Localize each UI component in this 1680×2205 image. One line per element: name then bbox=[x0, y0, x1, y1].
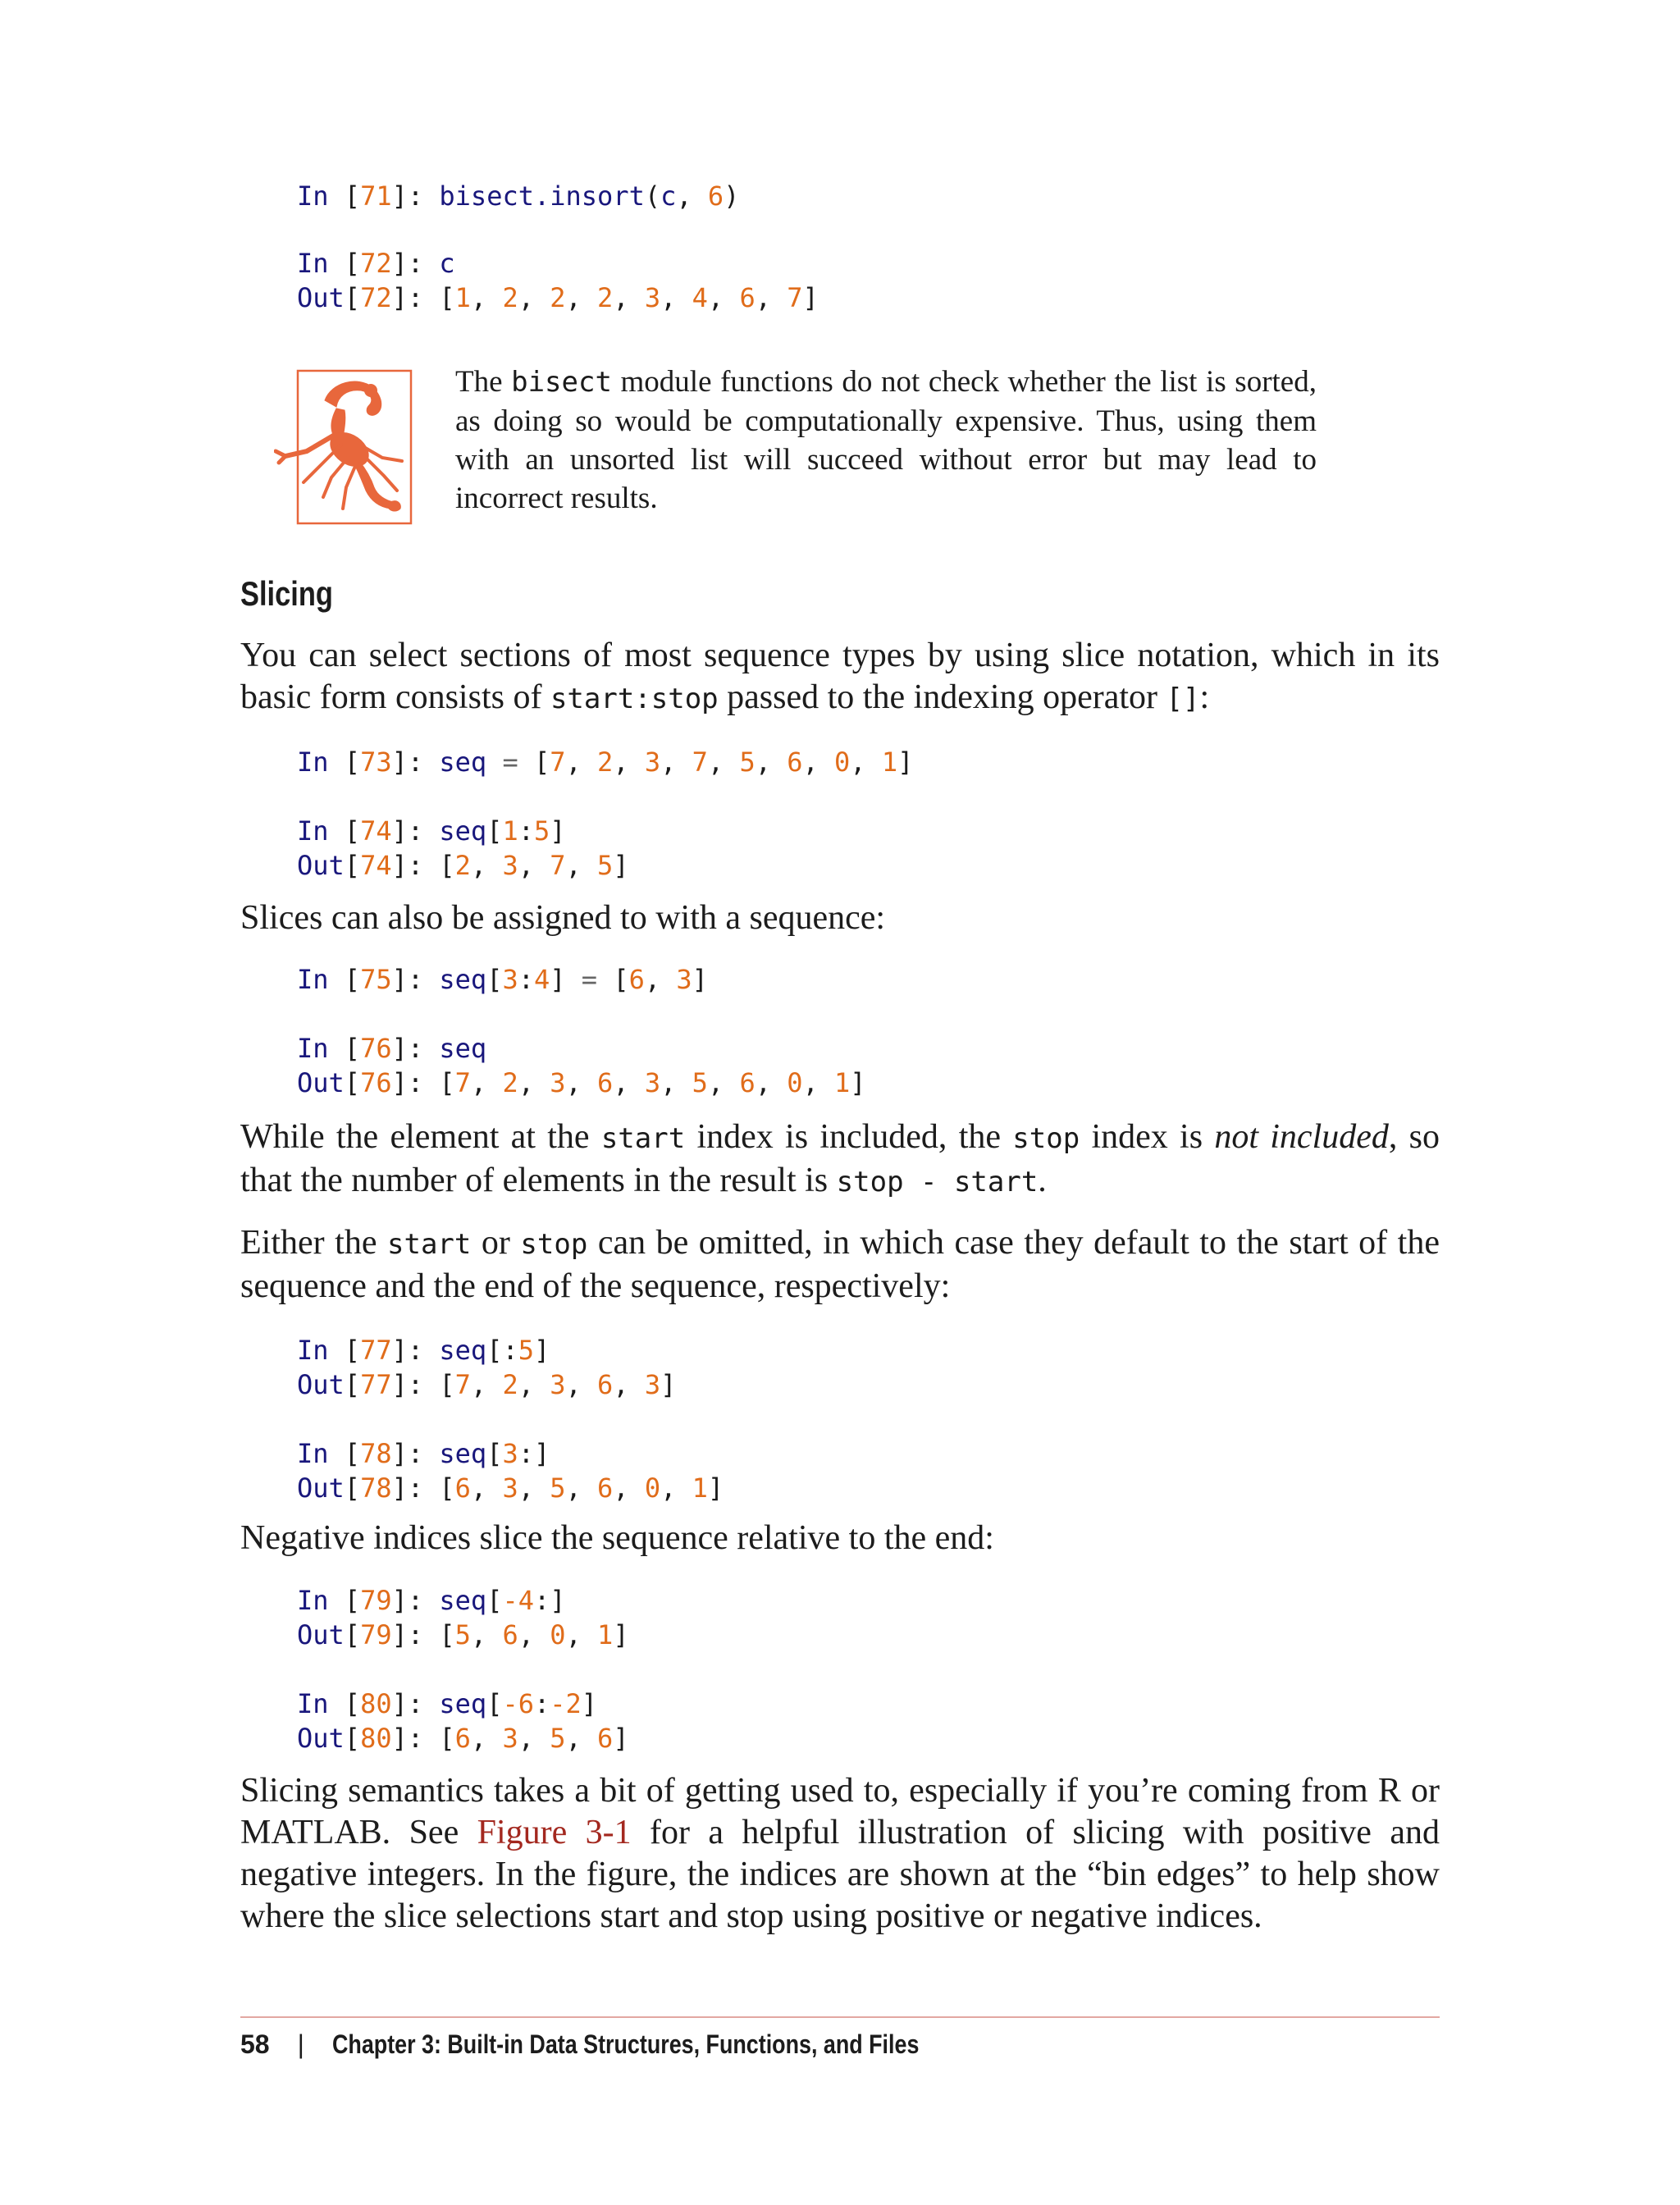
code-token: ( bbox=[644, 180, 661, 212]
code-token: 79 bbox=[360, 1619, 392, 1650]
code-token: ] bbox=[897, 746, 914, 778]
text-run: : bbox=[1199, 678, 1210, 716]
code-token: ] bbox=[550, 815, 566, 847]
text-run: or bbox=[471, 1224, 521, 1262]
code-token: 4 bbox=[533, 964, 550, 995]
code-line bbox=[297, 779, 913, 814]
code-token: c bbox=[439, 248, 455, 279]
code-token: ]: [ bbox=[391, 1723, 455, 1754]
text-run: module functions do not check whether the list is sorted, as doing so would be computationally expensive. Thus, using them with an unsorted list will succeed without error but may lead to incorrect results. bbox=[455, 365, 1317, 515]
code-token: ]: bbox=[391, 1585, 440, 1616]
code-token: 1 bbox=[502, 815, 518, 847]
code-token: 3 bbox=[644, 1067, 661, 1098]
text-run: index is included, the bbox=[685, 1118, 1013, 1156]
code-token: , bbox=[518, 850, 550, 881]
code-token: 2 bbox=[502, 1369, 518, 1400]
code-token: [: bbox=[486, 1335, 518, 1366]
code-token: , bbox=[660, 282, 692, 313]
code-line bbox=[297, 1721, 629, 1755]
code-token: 74 bbox=[360, 815, 392, 847]
code-token: 7 bbox=[454, 1369, 471, 1400]
code-token: ] bbox=[533, 1335, 550, 1366]
code-line bbox=[297, 1583, 629, 1618]
code-token: , bbox=[518, 282, 550, 313]
code-token: [ bbox=[344, 815, 361, 847]
code-token: 78 bbox=[360, 1438, 392, 1469]
code-token: [ bbox=[533, 746, 550, 778]
code-token: -6 bbox=[502, 1688, 534, 1719]
code-token: [ bbox=[344, 1585, 361, 1616]
code-token: seq bbox=[439, 746, 487, 778]
code-token: 3 bbox=[550, 1067, 566, 1098]
code-token: [ bbox=[486, 1585, 503, 1616]
code-token: , bbox=[613, 1369, 645, 1400]
code-token: 77 bbox=[360, 1369, 392, 1400]
code-token: 1 bbox=[597, 1619, 614, 1650]
code-line bbox=[297, 246, 819, 281]
code-token: 72 bbox=[360, 248, 392, 279]
code-token: 6 bbox=[739, 1067, 756, 1098]
paragraph bbox=[240, 635, 1440, 720]
code-token: , bbox=[755, 282, 788, 313]
code-token: 1 bbox=[881, 746, 898, 778]
code-token: 3 bbox=[502, 850, 518, 881]
code-token: ]: [ bbox=[391, 1369, 455, 1400]
text-run: Either the bbox=[240, 1224, 387, 1262]
code-token: 80 bbox=[360, 1723, 392, 1754]
code-token: , bbox=[613, 1472, 645, 1504]
code-token: 3 bbox=[502, 1472, 518, 1504]
code-token: In bbox=[297, 1688, 345, 1719]
code-token: :] bbox=[533, 1585, 566, 1616]
code-token: 5 bbox=[550, 1472, 566, 1504]
code-block bbox=[297, 1333, 724, 1505]
scorpion-icon bbox=[274, 368, 415, 528]
code-token: 2 bbox=[597, 282, 614, 313]
code-token: [ bbox=[344, 282, 361, 313]
code-token: c bbox=[660, 180, 677, 212]
code-token: -4 bbox=[502, 1585, 534, 1616]
code-token: 3 bbox=[644, 282, 661, 313]
code-line bbox=[297, 1066, 866, 1100]
text-run: Slices can also be assigned to with a sequence: bbox=[240, 899, 886, 937]
code-token: [ bbox=[344, 1067, 361, 1098]
code-token: 3 bbox=[502, 1438, 518, 1469]
code-token: Out bbox=[297, 850, 345, 881]
code-token: : bbox=[518, 815, 534, 847]
code-block bbox=[297, 179, 739, 213]
footer-rule bbox=[240, 2016, 1440, 2018]
code-token: 3 bbox=[644, 746, 661, 778]
code-block bbox=[297, 246, 819, 315]
code-token: 1 bbox=[454, 282, 471, 313]
code-token: In bbox=[297, 1033, 345, 1064]
code-line bbox=[297, 281, 819, 315]
text-run: The bbox=[455, 365, 512, 399]
code-token: ] bbox=[581, 1688, 598, 1719]
code-token: 6 bbox=[502, 1619, 518, 1650]
page-number: 58 bbox=[240, 2029, 270, 2059]
code-token: Out bbox=[297, 1369, 345, 1400]
code-token: ]: bbox=[391, 180, 440, 212]
inline-code: start:stop bbox=[550, 682, 719, 715]
warning-note-text bbox=[455, 363, 1317, 518]
footer-separator: | bbox=[297, 2029, 304, 2059]
code-token: [ bbox=[344, 180, 361, 212]
code-token: 5 bbox=[550, 1723, 566, 1754]
code-line bbox=[297, 1031, 866, 1066]
code-token: , bbox=[660, 1472, 692, 1504]
figure-link[interactable]: Figure 3-1 bbox=[477, 1814, 632, 1851]
code-token: 5 bbox=[692, 1067, 708, 1098]
code-token: , bbox=[470, 1619, 503, 1650]
code-token: , bbox=[518, 1369, 550, 1400]
code-token: Out bbox=[297, 1067, 345, 1098]
code-token: 3 bbox=[550, 1369, 566, 1400]
code-token: 5 bbox=[533, 815, 550, 847]
code-token: 78 bbox=[360, 1472, 392, 1504]
code-line bbox=[297, 848, 913, 883]
code-token: ] bbox=[802, 282, 819, 313]
code-line bbox=[297, 1618, 629, 1652]
code-token: 7 bbox=[787, 282, 803, 313]
code-line bbox=[297, 1333, 724, 1367]
inline-code: [] bbox=[1166, 682, 1200, 715]
code-token: [ bbox=[486, 964, 503, 995]
code-token: 5 bbox=[454, 1619, 471, 1650]
code-token: 1 bbox=[834, 1067, 851, 1098]
paragraph bbox=[240, 1518, 1440, 1559]
code-token: In bbox=[297, 1335, 345, 1366]
code-token: , bbox=[565, 1723, 598, 1754]
code-token: 5 bbox=[597, 850, 614, 881]
code-token: [ bbox=[344, 1688, 361, 1719]
code-token: , bbox=[470, 850, 503, 881]
code-line bbox=[297, 814, 913, 848]
code-token: 7 bbox=[550, 850, 566, 881]
code-token: Out bbox=[297, 282, 345, 313]
code-token: , bbox=[470, 1723, 503, 1754]
text-run: Slicing semantics takes a bit of getting used to, especially if you’re coming from R or MATLAB. See bbox=[240, 1772, 1440, 1851]
inline-code: bisect bbox=[511, 366, 612, 399]
code-token: 0 bbox=[787, 1067, 803, 1098]
code-token: 6 bbox=[597, 1472, 614, 1504]
code-token: [ bbox=[344, 746, 361, 778]
code-token: 77 bbox=[360, 1335, 392, 1366]
inline-code: stop - start bbox=[836, 1166, 1039, 1198]
code-token: [ bbox=[344, 1033, 361, 1064]
code-token: ] bbox=[613, 1619, 629, 1650]
code-token: : bbox=[533, 1688, 550, 1719]
code-token: [ bbox=[344, 850, 361, 881]
code-token: 3 bbox=[676, 964, 692, 995]
text-run: While the element at the bbox=[240, 1118, 601, 1156]
paragraph bbox=[240, 1116, 1440, 1203]
code-token: ]: bbox=[391, 964, 440, 995]
code-token: ]: bbox=[391, 815, 440, 847]
text-run: , so that the number of elements in the result is bbox=[240, 1118, 1440, 1199]
code-line bbox=[297, 745, 913, 779]
code-token: 0 bbox=[834, 746, 851, 778]
code-token: , bbox=[470, 1472, 503, 1504]
code-token: In bbox=[297, 1585, 345, 1616]
code-token: [ bbox=[344, 1369, 361, 1400]
code-line bbox=[297, 1652, 629, 1687]
code-token: 6 bbox=[597, 1067, 614, 1098]
code-token: seq bbox=[439, 1438, 487, 1469]
code-block bbox=[297, 745, 913, 883]
code-token: 5 bbox=[518, 1335, 534, 1366]
code-token: seq bbox=[439, 964, 487, 995]
code-token: 76 bbox=[360, 1067, 392, 1098]
text-run: Negative indices slice the sequence relative to the end: bbox=[240, 1519, 994, 1557]
code-token: 6 bbox=[787, 746, 803, 778]
code-token: : bbox=[518, 964, 534, 995]
code-token: :] bbox=[518, 1438, 550, 1469]
code-token: 7 bbox=[692, 746, 708, 778]
code-token: ]: [ bbox=[391, 850, 455, 881]
text-run: . bbox=[1038, 1162, 1047, 1199]
text-run: passed to the indexing operator bbox=[718, 678, 1166, 716]
code-token: In bbox=[297, 248, 345, 279]
code-token: , bbox=[565, 746, 598, 778]
inline-code: stop bbox=[520, 1228, 588, 1261]
code-token: seq bbox=[439, 1335, 487, 1366]
code-line bbox=[297, 1687, 629, 1721]
code-token: In bbox=[297, 815, 345, 847]
code-token: 0 bbox=[550, 1619, 566, 1650]
code-token: [ bbox=[344, 964, 361, 995]
code-token: , bbox=[565, 1369, 598, 1400]
code-token: ]: [ bbox=[391, 1619, 455, 1650]
code-token: ] bbox=[550, 964, 566, 995]
text-run: can be omitted, in which case they default to the start of the sequence and the end of the sequence, respectively: bbox=[240, 1224, 1440, 1305]
code-token: 7 bbox=[550, 746, 566, 778]
code-token: ]: bbox=[391, 1335, 440, 1366]
code-token: , bbox=[518, 1723, 550, 1754]
code-token: seq bbox=[439, 815, 487, 847]
code-token: ]: bbox=[391, 1438, 440, 1469]
code-line bbox=[297, 1402, 724, 1436]
code-token: 2 bbox=[550, 282, 566, 313]
code-token: 75 bbox=[360, 964, 392, 995]
code-token: ] bbox=[692, 964, 708, 995]
code-line bbox=[297, 179, 739, 213]
code-token: 6 bbox=[707, 180, 724, 212]
code-token: ]: [ bbox=[391, 1472, 455, 1504]
code-token: Out bbox=[297, 1472, 345, 1504]
code-token: ]: bbox=[391, 1688, 440, 1719]
page-footer bbox=[240, 2026, 1031, 2062]
code-token: , bbox=[755, 1067, 788, 1098]
code-token: 5 bbox=[739, 746, 756, 778]
code-token: , bbox=[660, 1067, 692, 1098]
code-token: , bbox=[707, 282, 740, 313]
code-token: , bbox=[470, 1067, 503, 1098]
code-token: [ bbox=[344, 248, 361, 279]
code-token: [ bbox=[344, 1335, 361, 1366]
code-token: , bbox=[676, 180, 708, 212]
code-token: 79 bbox=[360, 1585, 392, 1616]
code-token: , bbox=[565, 850, 598, 881]
code-line bbox=[297, 1436, 724, 1471]
code-token: -2 bbox=[550, 1688, 582, 1719]
code-token: , bbox=[707, 746, 740, 778]
code-token: [ bbox=[344, 1619, 361, 1650]
code-token: ) bbox=[724, 180, 740, 212]
text-run: for a helpful illustration of slicing with positive and negative integers. In the figure, the indices are shown at the “bin edges” to help show where the slice selections start and stop using positive or negative indices. bbox=[240, 1814, 1440, 1935]
code-token: 6 bbox=[454, 1723, 471, 1754]
chapter-title: Chapter 3: Built-in Data Structures, Functions, and Files bbox=[331, 2029, 920, 2059]
paragraph bbox=[240, 1222, 1440, 1308]
code-token: seq bbox=[439, 1033, 487, 1064]
text-run: You can select sections of most sequence types by using slice notation, which in its basic form consists of bbox=[240, 637, 1440, 716]
code-token: [ bbox=[344, 1438, 361, 1469]
code-token: 2 bbox=[454, 850, 471, 881]
code-token: Out bbox=[297, 1723, 345, 1754]
code-token: ]: bbox=[391, 746, 440, 778]
code-token: ]: bbox=[391, 248, 440, 279]
code-token: Out bbox=[297, 1619, 345, 1650]
code-token: 2 bbox=[502, 1067, 518, 1098]
code-token: , bbox=[565, 1067, 598, 1098]
code-token: 76 bbox=[360, 1033, 392, 1064]
code-token: 73 bbox=[360, 746, 392, 778]
text-run: index is bbox=[1080, 1118, 1215, 1156]
code-token: = bbox=[565, 964, 614, 995]
inline-code: start bbox=[600, 1122, 686, 1155]
code-token: 74 bbox=[360, 850, 392, 881]
code-token: [ bbox=[344, 1723, 361, 1754]
code-token: In bbox=[297, 964, 345, 995]
code-token: = bbox=[486, 746, 534, 778]
inline-code: start bbox=[387, 1228, 472, 1261]
inline-code: stop bbox=[1012, 1122, 1080, 1155]
code-token: 3 bbox=[644, 1369, 661, 1400]
code-token: , bbox=[707, 1067, 740, 1098]
code-token: [ bbox=[486, 1688, 503, 1719]
code-token: , bbox=[470, 282, 503, 313]
paragraph bbox=[240, 897, 1440, 939]
code-token: 6 bbox=[597, 1723, 614, 1754]
code-token: ]: [ bbox=[391, 282, 455, 313]
code-line bbox=[297, 1471, 724, 1505]
code-token: seq bbox=[439, 1688, 487, 1719]
code-token: [ bbox=[486, 815, 503, 847]
code-token: , bbox=[613, 746, 645, 778]
code-token: , bbox=[518, 1067, 550, 1098]
code-token: ] bbox=[850, 1067, 866, 1098]
code-token: 7 bbox=[454, 1067, 471, 1098]
code-token: , bbox=[565, 1472, 598, 1504]
paragraph bbox=[240, 1770, 1440, 1938]
code-token: , bbox=[850, 746, 882, 778]
section-heading: Slicing bbox=[240, 574, 333, 613]
code-token: 2 bbox=[502, 282, 518, 313]
code-token: , bbox=[613, 1067, 645, 1098]
code-token: [ bbox=[344, 1472, 361, 1504]
code-token: In bbox=[297, 180, 345, 212]
code-token: ]: bbox=[391, 1033, 440, 1064]
code-token: 2 bbox=[597, 746, 614, 778]
code-token: ]: [ bbox=[391, 1067, 455, 1098]
code-token: , bbox=[802, 746, 835, 778]
code-token: 4 bbox=[692, 282, 708, 313]
code-token: , bbox=[660, 746, 692, 778]
code-token: In bbox=[297, 746, 345, 778]
code-line bbox=[297, 962, 866, 997]
code-block bbox=[297, 1583, 629, 1755]
code-token: [ bbox=[486, 1438, 503, 1469]
code-token: , bbox=[518, 1472, 550, 1504]
code-token: ] bbox=[613, 1723, 629, 1754]
code-token: ] bbox=[613, 850, 629, 881]
code-token: , bbox=[518, 1619, 550, 1650]
code-token: 80 bbox=[360, 1688, 392, 1719]
code-token: 71 bbox=[360, 180, 392, 212]
code-token: 0 bbox=[644, 1472, 661, 1504]
code-token: 72 bbox=[360, 282, 392, 313]
code-token: , bbox=[565, 282, 598, 313]
code-token: ] bbox=[707, 1472, 724, 1504]
code-token: ] bbox=[660, 1369, 677, 1400]
code-token: [ bbox=[613, 964, 629, 995]
code-token: 6 bbox=[739, 282, 756, 313]
code-block bbox=[297, 962, 866, 1100]
code-line bbox=[297, 997, 866, 1031]
code-token: 6 bbox=[628, 964, 645, 995]
code-token: 3 bbox=[502, 964, 518, 995]
code-token: , bbox=[470, 1369, 503, 1400]
code-token: , bbox=[644, 964, 677, 995]
code-token: bisect.insort bbox=[439, 180, 645, 212]
code-token: , bbox=[565, 1619, 598, 1650]
code-token: In bbox=[297, 1438, 345, 1469]
emphasis: not included bbox=[1214, 1118, 1389, 1156]
code-token: 3 bbox=[502, 1723, 518, 1754]
code-token: , bbox=[613, 282, 645, 313]
code-token: 1 bbox=[692, 1472, 708, 1504]
code-token: , bbox=[755, 746, 788, 778]
code-token: 6 bbox=[454, 1472, 471, 1504]
code-token: , bbox=[802, 1067, 835, 1098]
code-token: seq bbox=[439, 1585, 487, 1616]
code-line bbox=[297, 1367, 724, 1402]
code-token: 6 bbox=[597, 1369, 614, 1400]
